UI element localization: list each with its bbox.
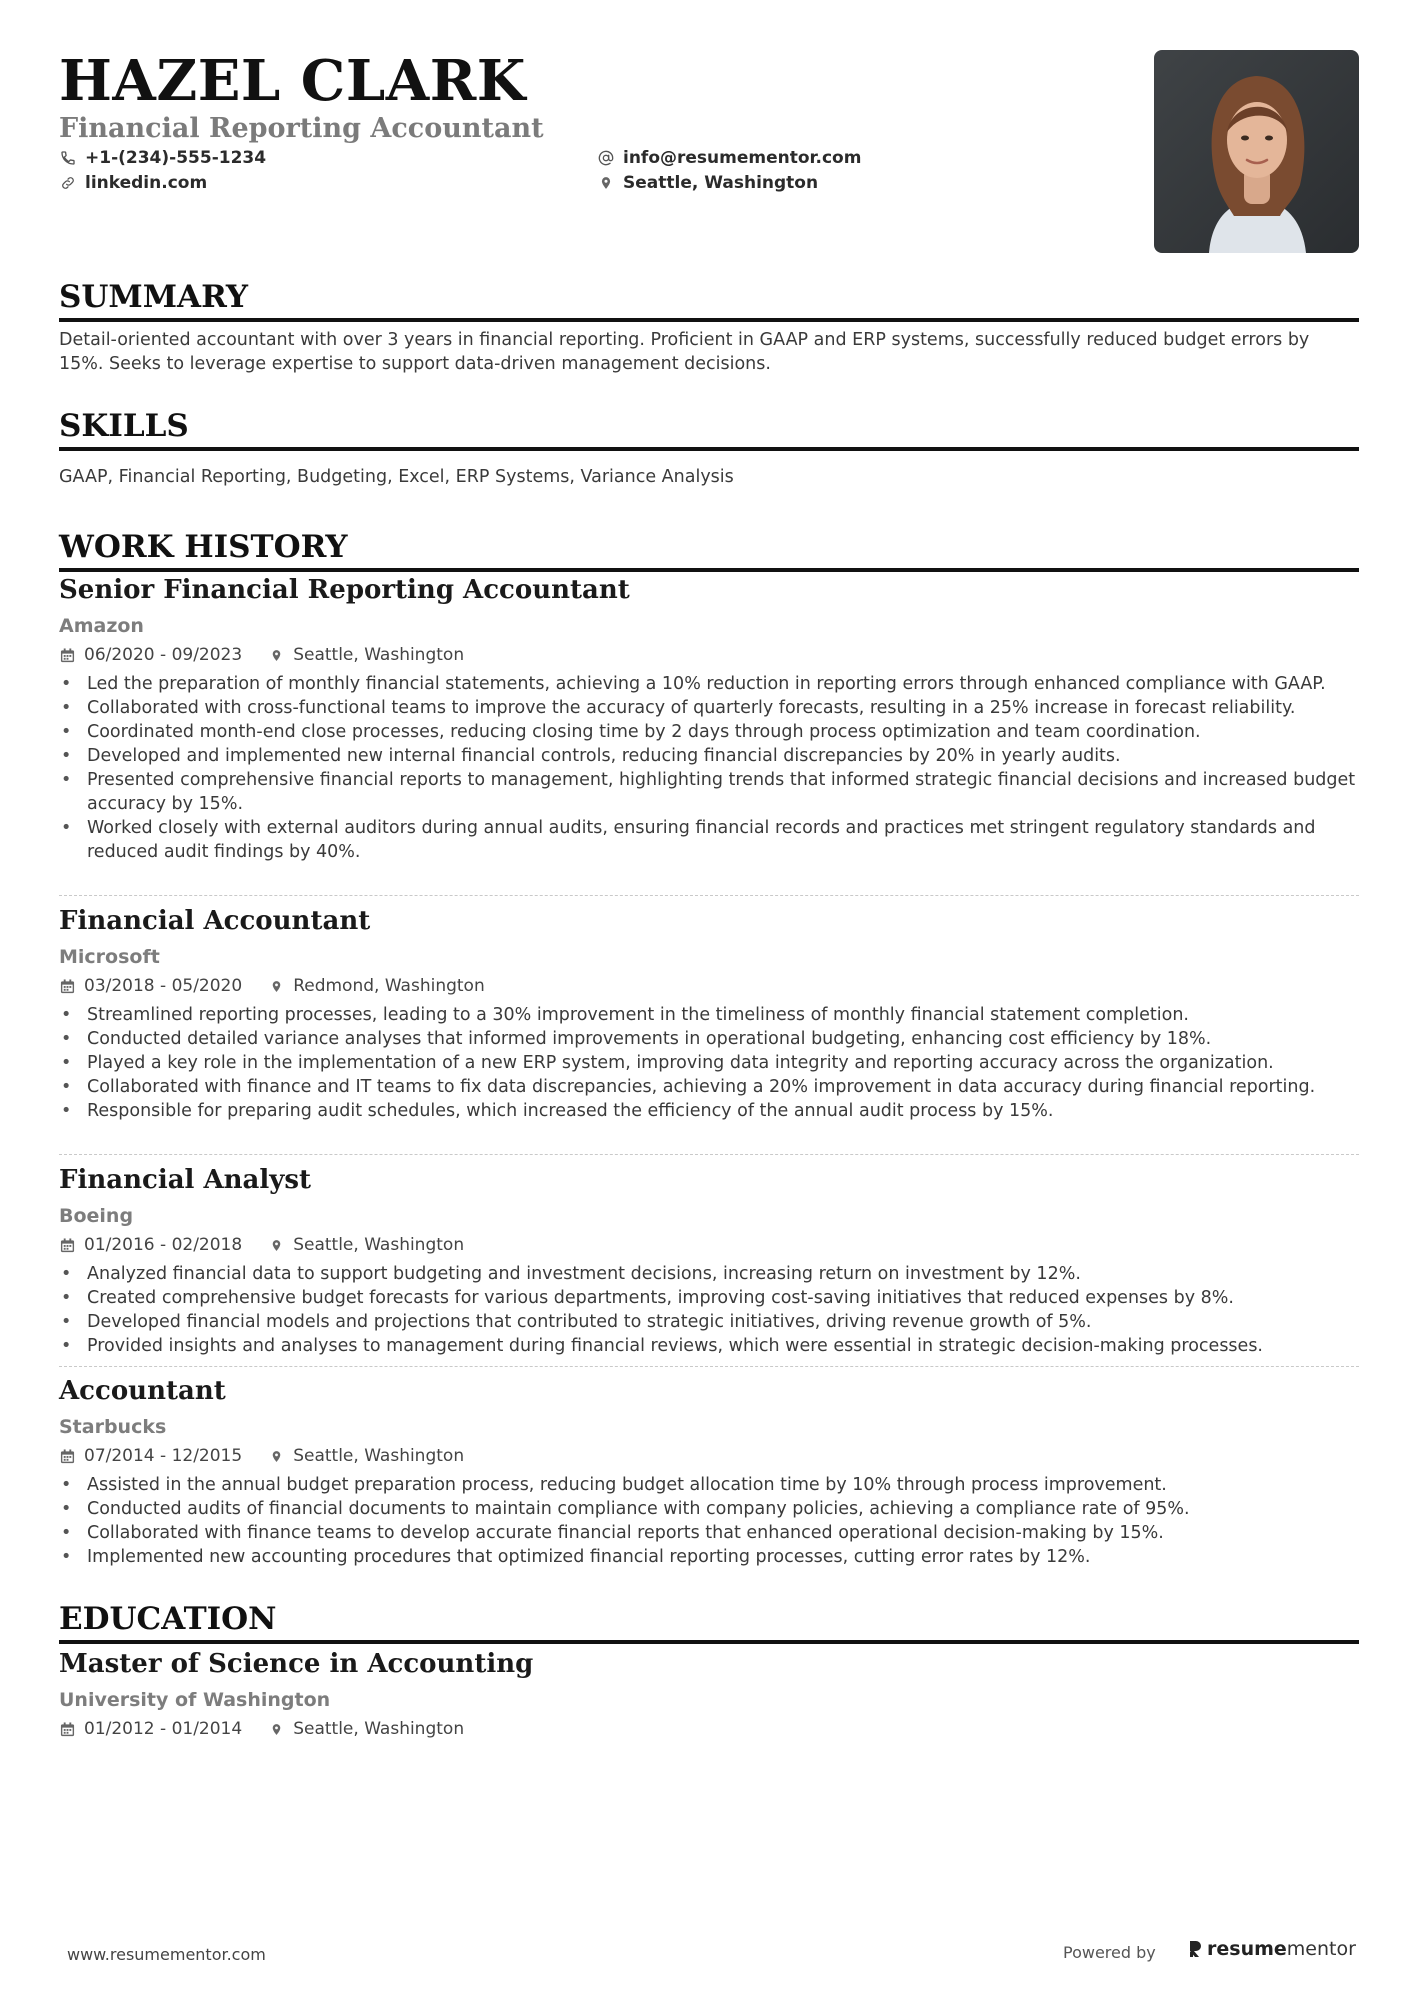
footer-powered-by: Powered by [1063,1943,1156,1962]
job-title: Senior Financial Reporting Accountant [59,575,630,605]
at-sign-icon [597,149,615,167]
education-meta [59,1718,1359,1740]
education-section [59,1600,1359,1644]
link-icon [59,174,77,192]
contact-email[interactable] [597,148,861,168]
bullet-item: • Implemented new accounting procedures that optimized financial reporting processes, cutting error rates by 12%. [59,1545,1359,1569]
job-title: Financial Accountant [59,906,371,936]
bullet-item: • Streamlined reporting processes, leading to a 30% improvement in the timeliness of monthly financial statement completion. [59,1003,1359,1027]
company-name: Microsoft [59,946,160,968]
job-dates: 06/2020 - 09/2023 [84,645,243,665]
phone-icon [59,149,77,167]
work-history-heading: WORK HISTORY [59,528,1359,572]
linkedin-text[interactable]: linkedin.com [85,173,208,193]
contact-phone [59,148,266,168]
bullet-item: • Analyzed financial data to support budgeting and investment decisions, increasing return on investment by 12%. [59,1262,1359,1286]
contact-location [597,173,818,193]
summary-text: Detail-oriented accountant with over 3 years in financial reporting. Proficient in GAAP and ERP systems, successfully reduced budget errors by 15%. Seeks to leverage expertise to support data-driven management decisions. [59,330,1310,374]
job-bullets [59,1473,1359,1569]
footer-website-link[interactable]: www.resumementor.com [67,1945,266,1964]
job-entry [59,905,1359,1123]
map-pin-icon [597,174,615,192]
summary-heading: SUMMARY [59,278,1359,322]
profile-photo [1154,50,1359,253]
calendar-icon [59,1237,75,1253]
bullet-item: • Coordinated month-end close processes, reducing closing time by 2 days through process optimization and team coordination. [59,720,1359,744]
job-meta [59,975,1359,997]
map-pin-icon [268,1721,284,1737]
phone-text: +1-(234)-555-1234 [85,148,267,168]
bullet-item: • Collaborated with finance teams to develop accurate financial reports that enhanced operational decision-making by 15%. [59,1521,1359,1545]
skills-text: GAAP, Financial Reporting, Budgeting, Excel, ERP Systems, Variance Analysis [59,467,734,487]
calendar-icon [59,1448,75,1464]
job-entry [59,1164,1359,1358]
work-history-section [59,528,1359,572]
brand-logo-icon [1187,1939,1203,1959]
bullet-item: • Led the preparation of monthly financial statements, achieving a 10% reduction in reporting errors through enhanced compliance with GAAP. [59,672,1359,696]
education-heading: EDUCATION [59,1600,1359,1644]
job-location: Seattle, Washington [293,1446,465,1466]
company-name: Amazon [59,615,144,637]
candidate-title: Financial Reporting Accountant [59,113,544,144]
education-location: Seattle, Washington [293,1719,465,1739]
brand-name-light: mentor [1286,1938,1356,1960]
school-name: University of Washington [59,1689,331,1711]
job-meta [59,1234,1359,1256]
job-entry [59,574,1359,864]
bullet-item: • Developed financial models and projections that contributed to strategic initiatives, driving revenue growth of 5%. [59,1310,1359,1334]
job-meta [59,644,1359,666]
bullet-item: • Responsible for preparing audit schedules, which increased the efficiency of the annual audit process by 15%. [59,1099,1359,1123]
map-pin-icon [268,1237,284,1253]
education-dates: 01/2012 - 01/2014 [84,1719,243,1739]
job-title: Accountant [59,1376,226,1406]
bullet-item: • Worked closely with external auditors during annual audits, ensuring financial records and practices met stringent regulatory standards and reduced audit findings by 40%. [59,816,1359,864]
job-dates: 03/2018 - 05/2020 [84,976,243,996]
job-bullets [59,1262,1359,1358]
education-entry [59,1648,1359,1740]
bullet-item: • Played a key role in the implementation of a new ERP system, improving data integrity and reporting accuracy across the organization. [59,1051,1359,1075]
job-dates: 07/2014 - 12/2015 [84,1446,243,1466]
job-location: Seattle, Washington [293,645,465,665]
map-pin-icon [268,647,284,663]
job-meta [59,1445,1359,1467]
company-name: Starbucks [59,1416,167,1438]
map-pin-icon [268,978,284,994]
location-text: Seattle, Washington [623,173,819,193]
job-location: Seattle, Washington [293,1235,465,1255]
job-bullets [59,672,1359,864]
degree-title: Master of Science in Accounting [59,1649,534,1679]
skills-section [59,407,1359,489]
job-entry [59,1375,1359,1569]
job-dates: 01/2016 - 02/2018 [84,1235,243,1255]
job-divider [59,895,1359,896]
job-divider [59,1366,1359,1367]
job-title: Financial Analyst [59,1165,312,1195]
job-bullets [59,1003,1359,1123]
bullet-item: • Provided insights and analyses to management during financial reviews, which were essential in strategic decision-making processes. [59,1334,1359,1358]
calendar-icon [59,647,75,663]
footer-brand-logo[interactable] [1187,1938,1356,1960]
skills-heading: SKILLS [59,407,1359,451]
bullet-item: • Presented comprehensive financial reports to management, highlighting trends that informed strategic financial decisions and increased budget accuracy by 15%. [59,768,1359,816]
company-name: Boeing [59,1205,134,1227]
job-divider [59,1154,1359,1155]
bullet-item: • Conducted audits of financial documents to maintain compliance with company policies, achieving a compliance rate of 95%. [59,1497,1359,1521]
contact-linkedin[interactable] [59,173,207,193]
job-location: Redmond, Washington [293,976,485,996]
calendar-icon [59,1721,75,1737]
resume-header [59,48,1359,258]
calendar-icon [59,978,75,994]
bullet-item: • Created comprehensive budget forecasts for various departments, improving cost-saving initiatives that reduced expenses by 8%. [59,1286,1359,1310]
summary-section [59,278,1359,376]
bullet-item: • Conducted detailed variance analyses that informed improvements in operational budgeting, enhancing cost efficiency by 18%. [59,1027,1359,1051]
bullet-item: • Developed and implemented new internal financial controls, reducing financial discrepancies by 20% in yearly audits. [59,744,1359,768]
brand-name-bold: resume [1207,1938,1287,1960]
email-text[interactable]: info@resumementor.com [623,148,862,168]
map-pin-icon [268,1448,284,1464]
bullet-item: • Collaborated with cross-functional teams to improve the accuracy of quarterly forecasts, resulting in a 25% increase in forecast reliability. [59,696,1359,720]
candidate-name: HAZEL CLARK [59,48,526,114]
bullet-item: • Assisted in the annual budget preparation process, reducing budget allocation time by 10% through process improvement. [59,1473,1359,1497]
bullet-item: • Collaborated with finance and IT teams to fix data discrepancies, achieving a 20% improvement in data accuracy during financial reporting. [59,1075,1359,1099]
